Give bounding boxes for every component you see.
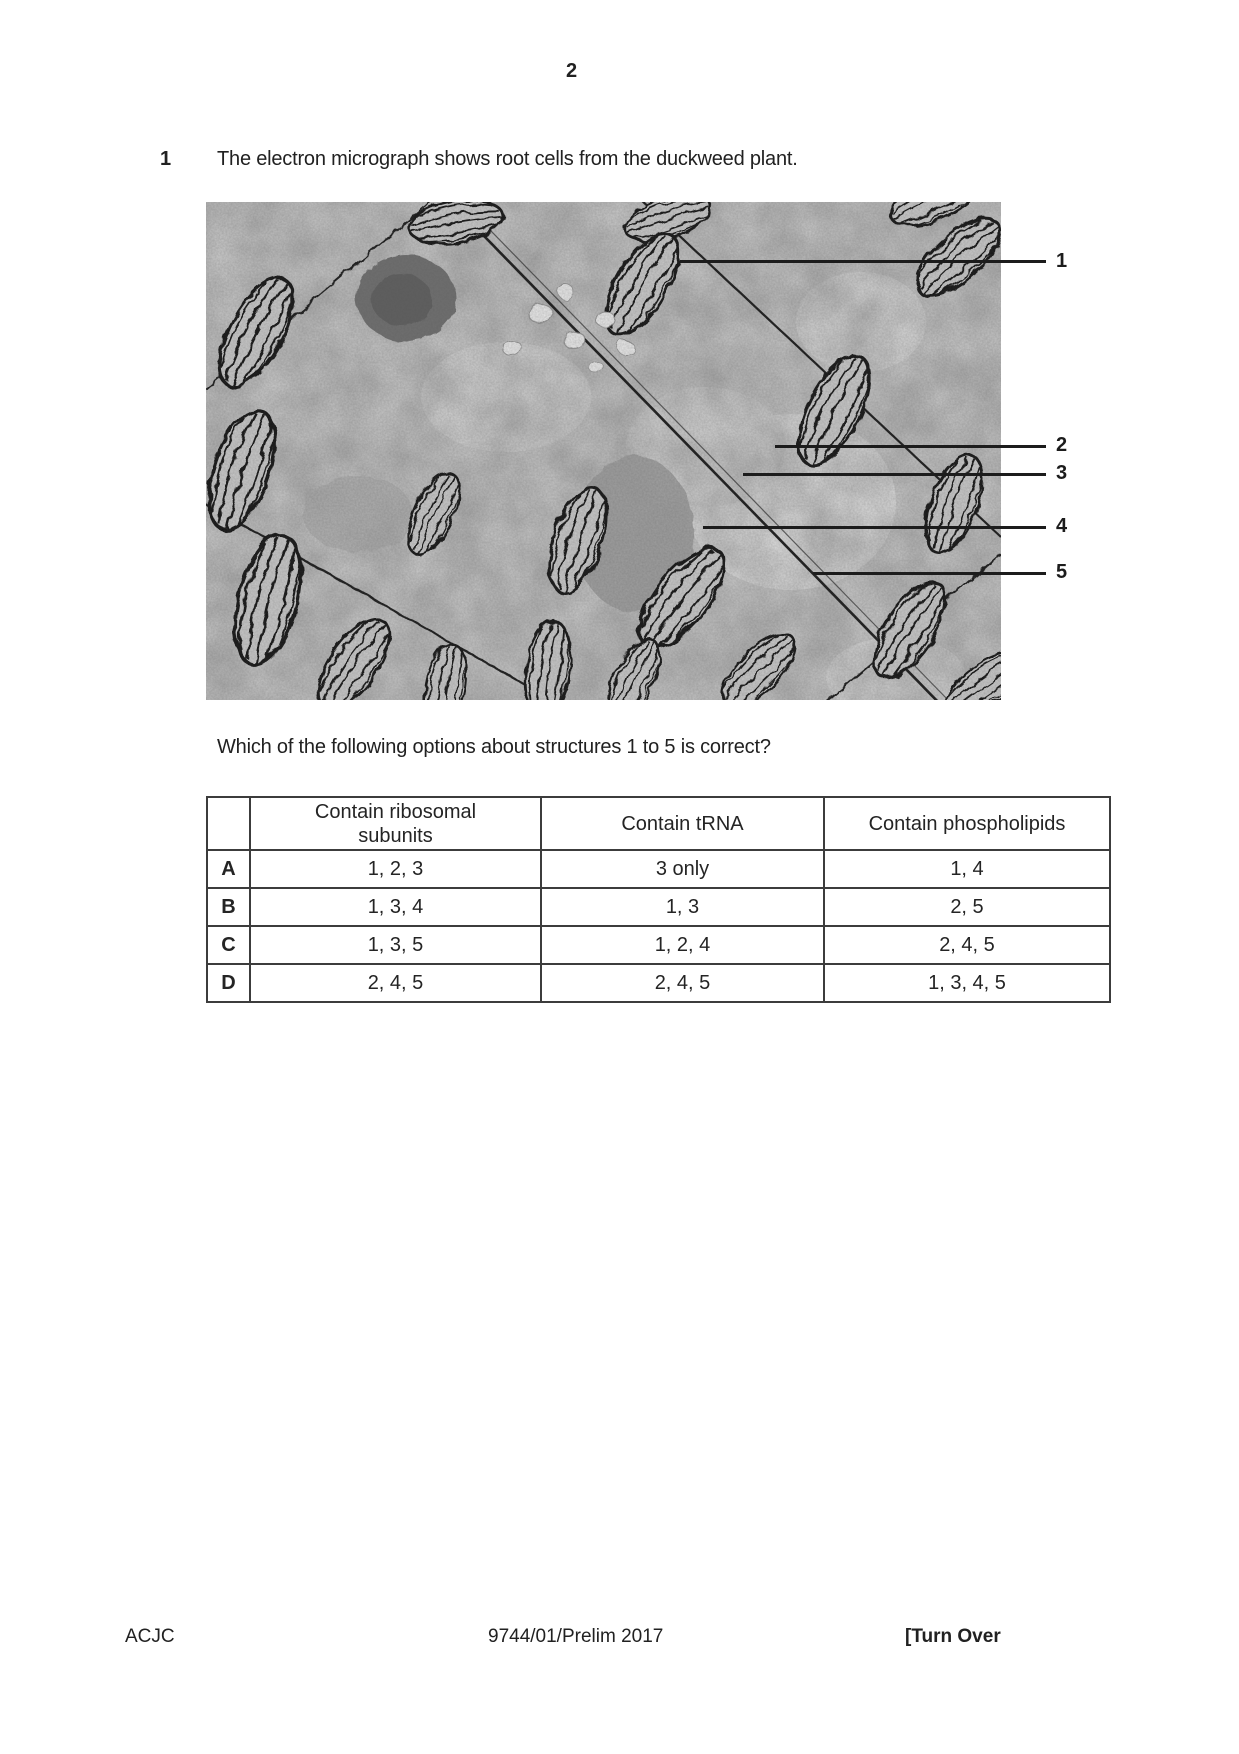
- figure-label-line-3: [743, 473, 1046, 476]
- figure-label-5: 5: [1056, 561, 1068, 583]
- options-table: [206, 796, 1111, 1003]
- electron-micrograph: [206, 202, 1001, 700]
- table-row-option-c: [207, 926, 1110, 964]
- table-row-option-a: [207, 850, 1110, 888]
- table-row-option-b: [207, 888, 1110, 926]
- table-cell: 2, 4, 5: [824, 926, 1110, 964]
- table-cell: 2, 5: [824, 888, 1110, 926]
- figure-label-line-5: [813, 572, 1046, 575]
- option-letter: A: [207, 850, 250, 888]
- table-cell: 1, 2, 3: [250, 850, 541, 888]
- figure-label-4: 4: [1056, 515, 1068, 537]
- page-number: 2: [566, 60, 578, 82]
- micrograph-image: [206, 202, 1001, 700]
- header-phospholipids: Contain phospholipids: [824, 797, 1110, 850]
- table-cell: 1, 3, 4, 5: [824, 964, 1110, 1002]
- header-trna: Contain tRNA: [541, 797, 824, 850]
- table-cell: 1, 2, 4: [541, 926, 824, 964]
- figure-label-line-1: [680, 260, 1046, 263]
- table-cell: 1, 3: [541, 888, 824, 926]
- table-cell: 3 only: [541, 850, 824, 888]
- question-number: 1: [160, 148, 172, 170]
- footer-turn-over: [Turn Over: [905, 1626, 1001, 1647]
- figure-label-1: 1: [1056, 250, 1068, 272]
- figure-label-line-4: [703, 526, 1046, 529]
- figure-label-3: 3: [1056, 462, 1068, 484]
- option-letter: D: [207, 964, 250, 1002]
- header-ribosomal-subunits: Contain ribosomal subunits: [250, 797, 541, 850]
- table-cell: 2, 4, 5: [541, 964, 824, 1002]
- table-row-option-d: [207, 964, 1110, 1002]
- table-cell: 1, 4: [824, 850, 1110, 888]
- table-cell: 1, 3, 4: [250, 888, 541, 926]
- footer-paper-reference: 9744/01/Prelim 2017: [488, 1626, 664, 1647]
- option-letter: B: [207, 888, 250, 926]
- figure-label-2: 2: [1056, 434, 1068, 456]
- footer-school-code: ACJC: [125, 1626, 175, 1647]
- question-prompt: Which of the following options about structures 1 to 5 is correct?: [217, 736, 771, 758]
- question-intro: The electron micrograph shows root cells from the duckweed plant.: [217, 148, 798, 170]
- table-cell: 2, 4, 5: [250, 964, 541, 1002]
- options-table-corner-cell: [207, 797, 250, 850]
- table-cell: 1, 3, 5: [250, 926, 541, 964]
- figure-label-line-2: [775, 445, 1046, 448]
- option-letter: C: [207, 926, 250, 964]
